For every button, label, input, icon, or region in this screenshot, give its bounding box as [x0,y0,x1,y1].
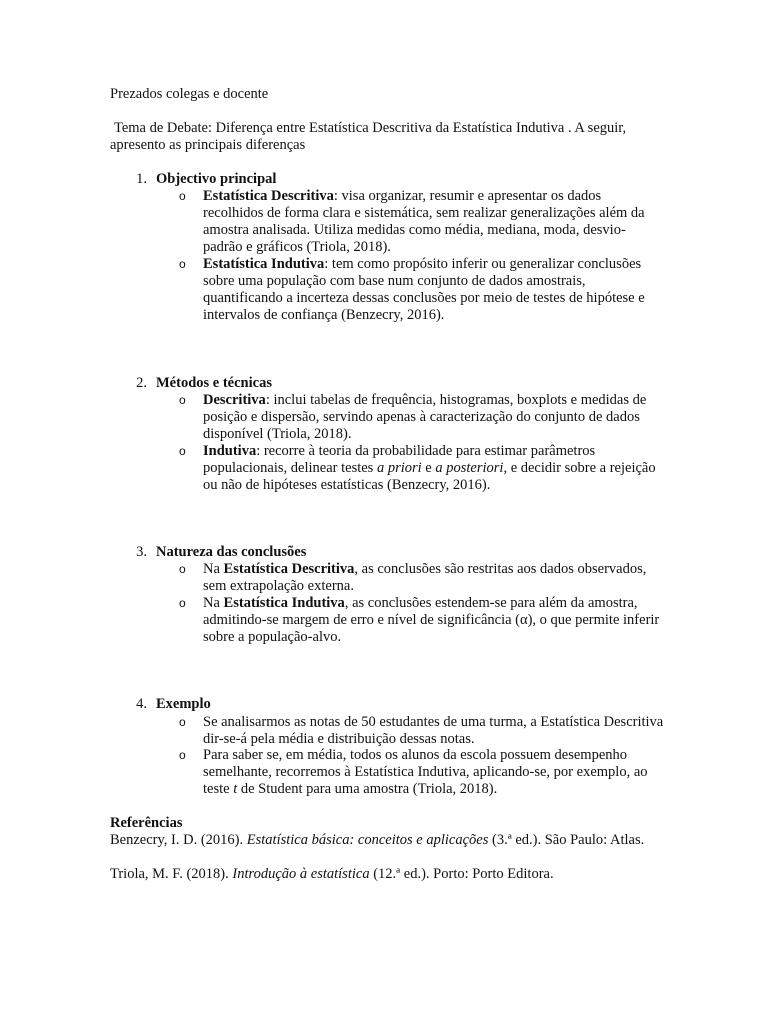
section-number: 1. [136,171,147,187]
list-item: Na Estatística Descritiva, as conclusões são restritas aos dados observados, sem extrapolação externa. [203,561,647,594]
bullet-icon: o [179,393,186,407]
section-number: 4. [136,696,147,712]
section-title: Objectivo principal [156,171,277,187]
bullet-icon: o [179,257,186,271]
section-title: Exemplo [156,696,211,712]
list-item: Indutiva: recorre à teoria da probabilidade para estimar parâmetros populacionais, delinear testes a priori e a posteriori, e decidir sobre a rejeição ou não de hipóteses estatísticas (Benzecry, 2016). [203,443,656,493]
list-item: Se analisarmos as notas de 50 estudantes de uma turma, a Estatística Descritiva dir-se-á pela média e distribuição dessas notas. [203,714,664,747]
section-number: 3. [136,544,147,560]
list-item: Estatística Indutiva: tem como propósito inferir ou generalizar conclusões sobre uma população com base num conjunto de dados amostrais, quantificando a incerteza dessas conclusões por meio de testes de hipótese e intervalos de confiança (Benzecry, 2016). [203,256,645,323]
intro-paragraph [110,120,670,154]
reference-item: Triola, M. F. (2018). Introdução à estatística (12.ª ed.). Porto: Porto Editora. [110,866,554,882]
bullet-icon: o [179,562,186,576]
bullet-icon: o [179,444,186,458]
bullet-icon: o [179,748,186,762]
section-number: 2. [136,375,147,391]
list-item: Descritiva: inclui tabelas de frequência, histogramas, boxplots e medidas de posição e dispersão, servindo apenas à caracterização do conjunto de dados disponível (Triola, 2018). [203,392,647,442]
section-title: Métodos e técnicas [156,375,272,391]
references-title: Referências [110,815,183,831]
reference-item: Benzecry, I. D. (2016). Estatística básica: conceitos e aplicações (3.ª ed.). São Paulo: Atlas. [110,832,645,848]
intro-text: Diferença entre Estatística Descritiva da Estatística Indutiva . A seguir, apresento as principais diferenças [110,120,627,153]
list-item: Na Estatística Indutiva, as conclusões estendem-se para além da amostra, admitindo-se margem de erro e nível de significância (α), o que permite inferir sobre a população-alvo. [203,595,660,645]
bullet-icon: o [179,596,186,610]
intro-label: Tema de Debate: [114,120,213,136]
list-item: Estatística Descritiva: visa organizar, resumir e apresentar os dados recolhidos de forma clara e sistemática, sem realizar generalizações além da amostra analisada. Utiliza medidas como média, mediana, moda, desvio-padrão e gráficos (Triola, 2018). [203,188,645,255]
greeting: Prezados colegas e docente [110,86,269,102]
list-item: Para saber se, em média, todos os alunos da escola possuem desempenho semelhante, recorremos à Estatística Indutiva, aplicando-se, por exemplo, ao teste t de Student para uma amostra (Triola, 2018). [203,747,648,797]
bullet-icon: o [179,189,186,203]
bullet-icon: o [179,715,186,729]
section-title: Natureza das conclusões [156,544,307,560]
